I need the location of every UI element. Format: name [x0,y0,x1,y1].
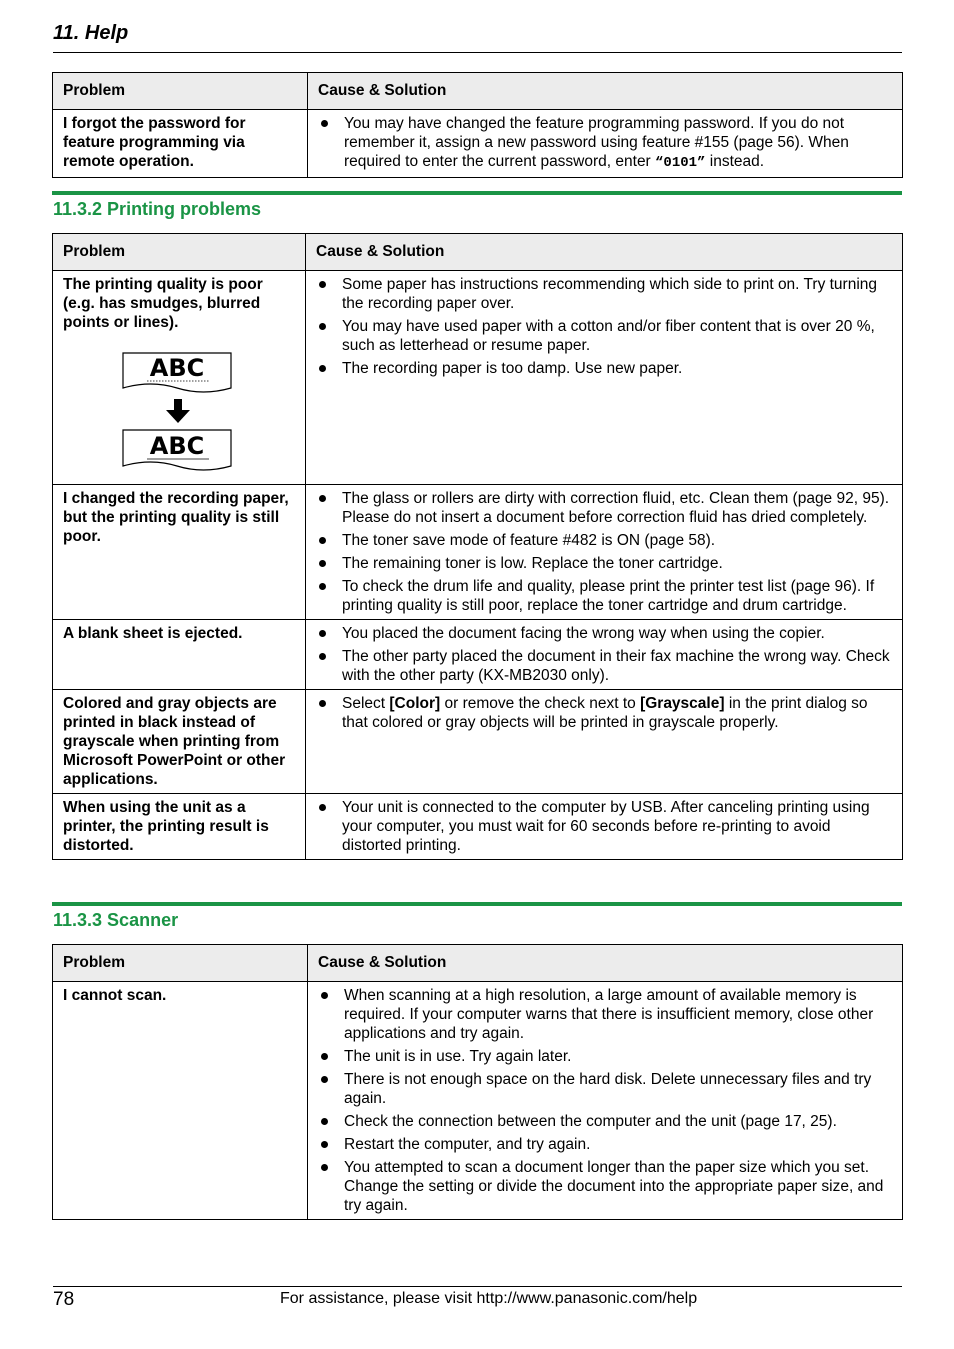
solution-cell [306,620,903,690]
table-row [53,794,903,860]
table-header-row [53,234,903,271]
chapter-title: 11. Help [53,22,129,44]
print-quality-illustration [113,350,243,475]
scanner-problems-table [52,944,903,1220]
problem-column-header: Problem [53,234,306,271]
problem-cell: I forgot the password for feature programming via remote operation. [53,110,308,178]
assistance-footer: For assistance, please visit http://www.panasonic.com/help [280,1290,698,1307]
solution-cell [306,271,903,485]
page-number: 78 [53,1289,75,1310]
problem-column-header: Problem [53,945,308,982]
solution-item: The unit is in use. Try again later. [318,1047,892,1066]
cause-column-header: Cause & Solution [306,234,903,271]
cause-column-header: Cause & Solution [308,73,903,110]
solution-item: The remaining toner is low. Replace the toner cartridge. [316,554,892,573]
grayscale-option-label: [Grayscale] [640,695,725,712]
abc-smudged-text: ABC [149,354,205,382]
abc-clean-text: ABC [149,432,205,460]
solution-item: You attempted to scan a document longer than the paper size which you set. Change the setting or divide the document into the appropriate paper size, and try again. [318,1158,892,1215]
solution-text: or remove the check next to [440,695,641,712]
solution-cell [306,690,903,794]
solution-text: instead. [705,153,765,170]
solution-item: Restart the computer, and try again. [318,1135,892,1154]
arrow-down-icon [166,410,190,423]
solution-cell [306,485,903,620]
scanner-heading: 11.3.3 Scanner [53,910,179,930]
solution-text: in the print dialog so that colored or gray objects will be printed in grayscale properly. [342,695,868,731]
solution-item: You may have used paper with a cotton and/or fiber content that is over 20 %, such as letterhead or resume paper. [316,317,892,355]
problem-column-header: Problem [53,73,308,110]
solution-text: You may have changed the feature programming password. If you do not remember it, assign a new password using feature #155 (page 56). When required to enter the current password, enter [344,115,849,170]
table-header-row [53,73,903,110]
solution-item: Some paper has instructions recommending which side to print on. Try turning the recording paper over. [316,275,892,313]
table-row [53,271,903,485]
problem-text: The printing quality is poor (e.g. has smudges, blurred points or lines). [63,276,263,331]
table-row [53,485,903,620]
table-header-row [53,945,903,982]
problem-cell: When using the unit as a printer, the printing result is distorted. [53,794,306,860]
table-row [53,110,903,178]
solution-text: Select [342,695,390,712]
footer-rule [53,1286,902,1287]
solution-item: To check the drum life and quality, please print the printer test list (page 96). If printing quality is still poor, replace the toner cartridge and drum cartridge. [316,577,892,615]
solution-item: Check the connection between the computer and the unit (page 17, 25). [318,1112,892,1131]
solution-item [318,114,892,173]
section-divider [52,902,902,906]
solution-item: The glass or rollers are dirty with correction fluid, etc. Clean them (page 92, 95). Please do not insert a document before correction fluid has dried completely. [316,489,892,527]
solution-item: When scanning at a high resolution, a large amount of available memory is required. If your computer warns that there is insufficient memory, close other applications and try again. [318,986,892,1043]
color-option-label: [Color] [389,695,441,712]
default-password-code: “0101” [655,155,706,171]
solution-item: Your unit is connected to the computer by USB. After canceling printing using your computer, you must wait for 60 seconds before re-printing to avoid distorted printing. [316,798,892,855]
solution-cell [308,110,903,178]
password-problem-table [52,72,903,178]
solution-item [316,694,892,732]
cause-column-header: Cause & Solution [308,945,903,982]
solution-item: The recording paper is too damp. Use new paper. [316,359,892,378]
problem-cell [53,271,306,485]
table-row [53,620,903,690]
table-row [53,690,903,794]
solution-item: There is not enough space on the hard disk. Delete unnecessary files and try again. [318,1070,892,1108]
header-rule [53,52,902,53]
table-row [53,982,903,1220]
solution-cell [306,794,903,860]
section-divider [52,191,902,195]
problem-cell: I cannot scan. [53,982,308,1220]
printing-problems-table [52,233,903,860]
solution-item: The other party placed the document in their fax machine the wrong way. Check with the other party (KX-MB2030 only). [316,647,892,685]
printing-problems-heading: 11.3.2 Printing problems [53,199,262,219]
solution-item: You placed the document facing the wrong way when using the copier. [316,624,892,643]
problem-cell: Colored and gray objects are printed in black instead of grayscale when printing from Microsoft PowerPoint or other applications. [53,690,306,794]
problem-cell: I changed the recording paper, but the printing quality is still poor. [53,485,306,620]
solution-cell [308,982,903,1220]
solution-item: The toner save mode of feature #482 is ON (page 58). [316,531,892,550]
problem-cell: A blank sheet is ejected. [53,620,306,690]
